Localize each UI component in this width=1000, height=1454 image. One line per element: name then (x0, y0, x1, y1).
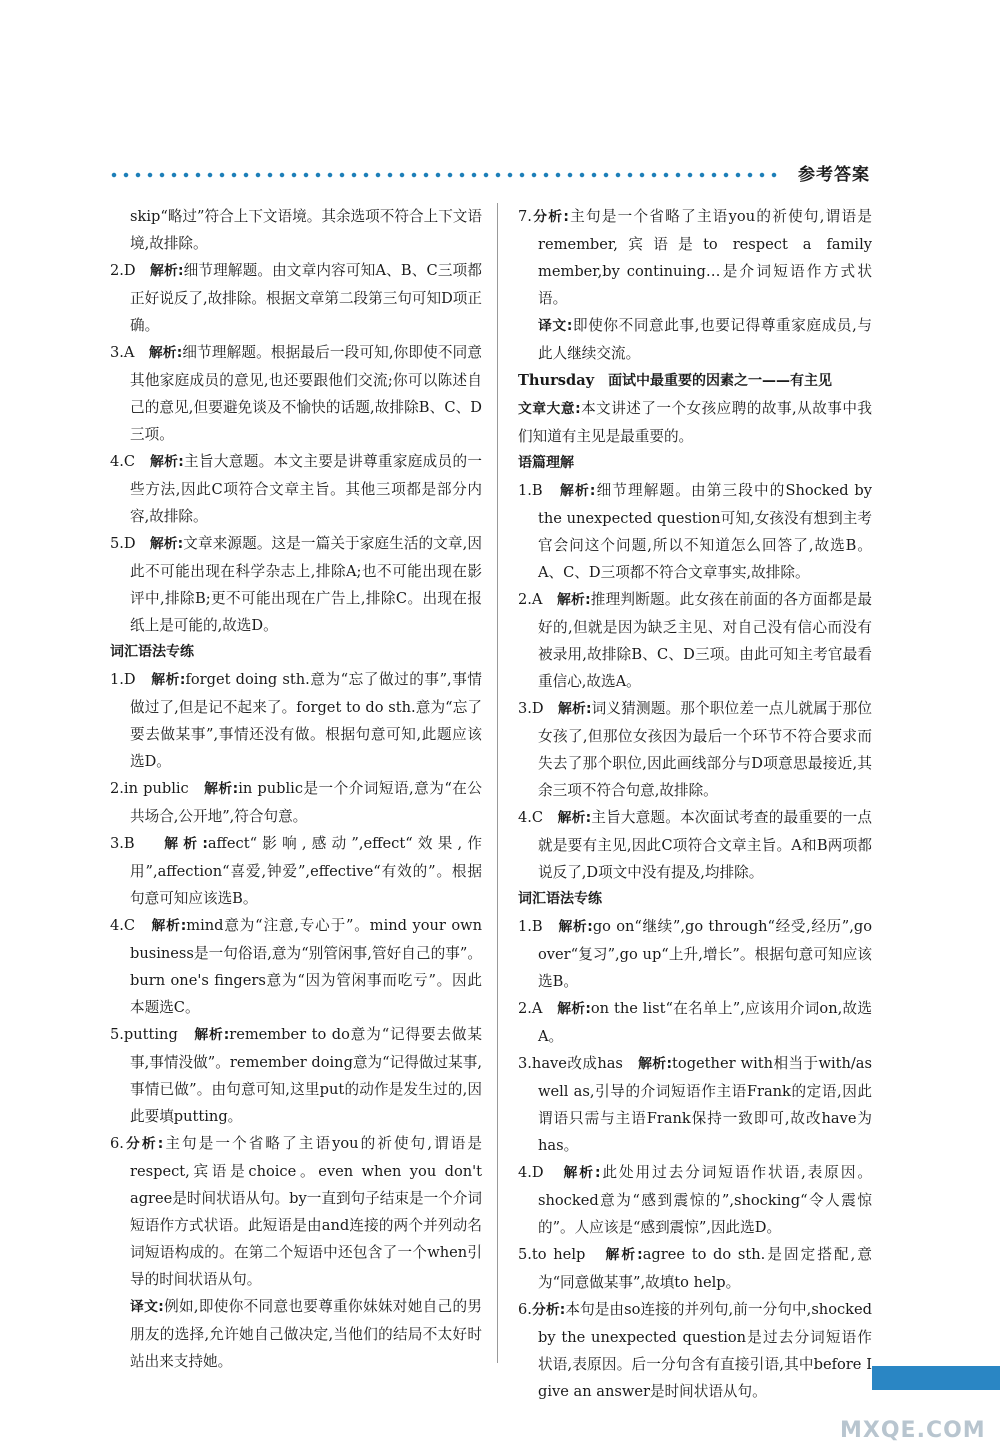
answer-item (518, 1159, 872, 1241)
answer-number: 2.A (518, 591, 543, 608)
answer-number: 7. (518, 208, 532, 225)
main-idea-tag: 文章大意: (518, 401, 581, 417)
answer-text: together with相当于with/as well as,引导的介词短语作主语Frank的定语,因此谓语只需与主语Frank保持一致即可,故改have为has。 (538, 1055, 872, 1154)
answer-text: skip“略过”符合上下文语境。其余选项不符合上下文语境,故排除。 (130, 208, 482, 252)
answer-text: forget doing sth.意为“忘了做过的事”,事情做过了,但是记不起来了。forget to do sth.意为“忘了要去做某事”,事情还没有做。根据句意可知,此题应该选D。 (130, 671, 482, 770)
answer-text: 细节理解题。由文章内容可知A、B、C三项都正好说反了,故排除。根据文章第二段第三句可知D项正确。 (130, 262, 482, 334)
analysis-tag: 解析: (558, 701, 592, 717)
day-title: 面试中最重要的因素之一——有主见 (608, 373, 833, 389)
main-idea-text: 本文讲述了一个女孩应聘的故事,从故事中我们知道有主见是最重要的。 (518, 400, 872, 445)
answer-text: on the list“在名单上”,应该用介词on,故选A。 (538, 1000, 872, 1045)
translation-item (518, 312, 872, 367)
analysis-tag: 解析: (164, 836, 208, 852)
analysis-tag: 解析: (151, 672, 186, 688)
header-title: 参考答案 (798, 165, 870, 185)
day-label: Thursday (518, 372, 595, 389)
translation-text: 即使你不同意此事,也要记得尊重家庭成员,与此人继续交流。 (538, 317, 872, 362)
answer-item (110, 912, 482, 1021)
answer-text: 主句是一个省略了主语you的祈使句,谓语是respect,宾语是choice。even when you don't agree是时间状语从句。by一直到句子结束是一个介词短语作方式状语。此短语是由and连接的两个并列动名词短语构成的。在第二个短语中还包含了一个when引导的时间状语从句。 (130, 1135, 482, 1288)
answer-number: 4.D (518, 1164, 544, 1181)
right-column (518, 203, 872, 1405)
analysis-tag: 分析: (531, 209, 569, 225)
answer-item (110, 666, 482, 775)
analysis-tag: 解析: (150, 263, 184, 279)
analysis-tag: 解析: (563, 1165, 601, 1181)
answer-number: 3.B (110, 835, 135, 852)
section-heading: 词汇语法专练 (518, 891, 602, 907)
analysis-tag: 分析: (531, 1302, 566, 1318)
analysis-tag: 分析: (123, 1136, 164, 1152)
page-tab (872, 1366, 1000, 1390)
answer-number: 4.C (110, 453, 136, 470)
section-heading: 语篇理解 (518, 455, 574, 471)
answer-text: 主旨大意题。本文主要是讲尊重家庭成员的一些方法,因此C项符合文章主旨。其他三项都是部分内容,故排除。 (130, 453, 482, 525)
answer-item (110, 830, 482, 912)
answer-text: agree to do sth.是固定搭配,意为“同意做某事”,故填to help。 (538, 1246, 872, 1291)
answer-text: 细节理解题。根据最后一段可知,你即使不同意其他家庭成员的意见,也还要跟他们交流;你可以陈述自己的意见,但要避免谈及不愉快的话题,故排除B、C、D三项。 (130, 344, 482, 443)
answer-item (110, 1130, 482, 1293)
answer-number: 1.D (110, 671, 136, 688)
answer-text: 词义猜测题。那个职位差一点儿就属于那位女孩了,但那位女孩因为最后一个环节不符合要求而失去了那个职位,因此画线部分与D项意思最接近,其余三项不符合句意,故排除。 (538, 700, 872, 799)
answer-number: 2.in public (110, 780, 189, 797)
answer-item (110, 257, 482, 339)
translation-text: 例如,即使你不同意也要尊重你妹妹对她自己的男朋友的选择,允许她自己做决定,当他们的结局不太好时站出来支持她。 (130, 1298, 482, 1370)
answer-number: 2.A (518, 1000, 543, 1017)
analysis-tag: 解析: (149, 454, 184, 470)
answer-number: 5.D (110, 535, 136, 552)
answer-text: 此处用过去分词短语作状语,表原因。shocked意为“感到震惊的”,shocking“令人震惊的”。人应该是“感到震惊”,因此选D。 (538, 1164, 872, 1236)
answer-item (518, 1050, 872, 1159)
analysis-tag: 解析: (638, 1056, 673, 1072)
analysis-tag: 解析: (557, 1001, 591, 1017)
answer-text: 文章来源题。这是一篇关于家庭生活的文章,因此不可能出现在科学杂志上,排除A;也不可能出现在影评中,排除B;更不可能出现在广告上,排除C。出现在报纸上是可能的,故选D。 (130, 535, 482, 634)
answer-number: 1.B (518, 482, 543, 499)
answer-text: affect“影响,感动”,effect“效果,作用”,affection“喜爱,钟爱”,effective“有效的”。根据句意可知应该选B。 (130, 835, 482, 907)
answer-item (518, 995, 872, 1050)
column-divider (497, 203, 498, 1363)
analysis-tag: 解析: (151, 918, 187, 934)
answer-item (518, 913, 872, 995)
answer-text: in public是一个介词短语,意为“在公共场合,公开地”,符合句意。 (130, 780, 482, 825)
answer-text: 主旨大意题。本次面试考查的最重要的一点就是要有主见,因此C项符合文章主旨。A和B两项都说反了,D项文中没有提及,均排除。 (538, 809, 872, 881)
answer-item (518, 586, 872, 695)
analysis-tag: 解析: (557, 592, 591, 608)
translation-tag: 译文: (130, 1299, 164, 1315)
answer-item (518, 804, 872, 886)
answer-item (110, 775, 482, 830)
analysis-tag: 解析: (557, 810, 592, 826)
answer-item (518, 477, 872, 586)
left-column (110, 203, 482, 1375)
answer-number: 5.to help (518, 1246, 586, 1263)
answer-text: go on“继续”,go through“经受,经历”,go over“复习”,go up“上升,增长”。根据句意可知应该选B。 (538, 918, 872, 990)
main-idea (518, 395, 872, 450)
answer-number: 3.have改成has (518, 1055, 623, 1072)
analysis-tag: 解析: (194, 1027, 230, 1043)
answer-item (110, 1021, 482, 1130)
analysis-tag: 解析: (148, 345, 183, 361)
answer-number: 3.A (110, 344, 135, 361)
answer-text: mind意为“注意,专心于”。mind your own business是一句俗语,意为“别管闲事,管好自己的事”。burn one's fingers意为“因为管闲事而吃亏”。因此本题选C。 (130, 917, 482, 1016)
analysis-tag: 解析: (204, 781, 239, 797)
watermark: MXQE.COM (840, 1418, 986, 1443)
translation-item (110, 1293, 482, 1375)
answer-number: 2.D (110, 262, 136, 279)
answer-item (110, 448, 482, 530)
answer-item (518, 1241, 872, 1296)
analysis-tag: 解析: (149, 536, 184, 552)
answer-number: 4.C (518, 809, 544, 826)
answer-number: 5.putting (110, 1026, 178, 1043)
day-heading (518, 367, 872, 395)
answer-item (110, 203, 482, 257)
section-heading: 词汇语法专练 (110, 644, 194, 660)
page-header (108, 160, 870, 186)
analysis-tag: 解析: (605, 1247, 643, 1263)
answer-item (518, 1296, 872, 1405)
answer-text: 细节理解题。由第三段中的Shocked by the unexpected question可知,女孩没有想到主考官会问这个问题,所以不知道怎么回答了,故选B。A、C、D三项都不符合文章事实,故排除。 (538, 482, 872, 581)
analysis-tag: 解析: (560, 483, 596, 499)
answer-number: 6. (518, 1301, 532, 1318)
answer-text: 推理判断题。此女孩在前面的各方面都是最好的,但就是因为缺乏主见、对自己没有信心而没有被录用,故排除B、C、D三项。由此可知主考官最看重信心,故选A。 (538, 591, 872, 690)
answer-number: 1.B (518, 918, 543, 935)
answer-item (110, 530, 482, 639)
dotted-rule (108, 172, 780, 178)
translation-tag: 译文: (538, 318, 573, 334)
answer-item (110, 339, 482, 448)
answer-text: 本句是由so连接的并列句,前一分句中,shocked by the unexpected question是过去分词短语作状语,表原因。后一分句含有直接引语,其中before I give an answer是时间状语从句。 (538, 1301, 872, 1400)
answer-item (518, 203, 872, 312)
answer-text: 主句是一个省略了主语you的祈使句,谓语是remember,宾语是to respect a family member,by continuing…是介词短语作方式状语。 (538, 208, 872, 307)
answer-number: 4.C (110, 917, 136, 934)
answer-number: 3.D (518, 700, 544, 717)
answer-item (518, 695, 872, 804)
answer-number: 6. (110, 1135, 124, 1152)
analysis-tag: 解析: (558, 919, 593, 935)
answer-text: remember to do意为“记得要去做某事,事情没做”。remember doing意为“记得做过某事,事情已做”。由句意可知,这里put的动作是发生过的,因此要填putting。 (130, 1026, 482, 1125)
